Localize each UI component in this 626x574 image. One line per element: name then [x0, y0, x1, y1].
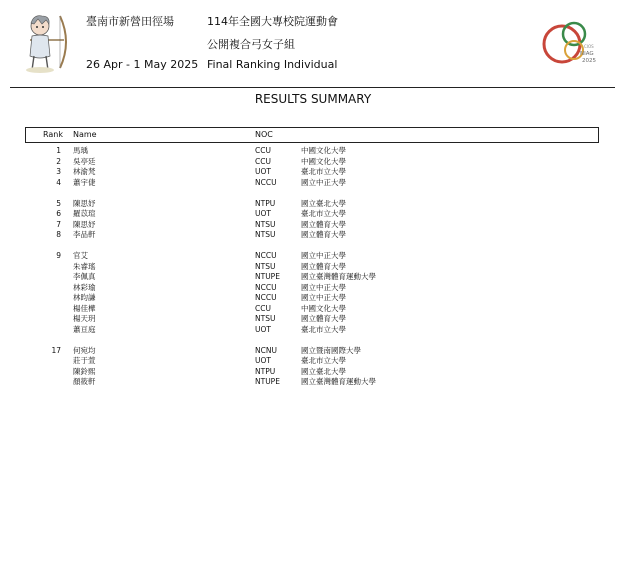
university-cell: 臺北市立大學	[301, 356, 346, 365]
rank-cell: 17	[51, 345, 61, 355]
table-row	[0, 367, 626, 378]
name-cell: 吳亭廷	[73, 156, 96, 166]
university-cell: 中國文化大學	[301, 146, 346, 155]
name-cell: 李佩真	[73, 272, 96, 281]
column-header-bar	[25, 127, 599, 143]
noc-cell: NTSU	[255, 219, 276, 229]
rank-cell: 2	[56, 156, 61, 166]
results-table	[0, 146, 626, 388]
noc-cell: UOT	[255, 356, 271, 365]
name-cell: 李品軒	[73, 230, 96, 239]
university-cell: 中國文化大學	[301, 303, 346, 313]
name-cell: 何宛均	[73, 345, 96, 355]
table-row	[0, 178, 626, 189]
noc-cell: CCU	[255, 156, 271, 166]
rank-cell: 3	[56, 167, 61, 176]
university-cell: 國立臺北大學	[301, 366, 346, 376]
noc-cell: NCCU	[255, 251, 277, 260]
university-cell: 國立臺北大學	[301, 198, 346, 208]
noc-cell: NCCU	[255, 293, 277, 302]
rank-cell: 5	[56, 198, 61, 208]
noc-cell: NTPU	[255, 366, 276, 376]
event-dates: 26 Apr - 1 May 2025	[86, 58, 199, 71]
group-spacer	[0, 241, 626, 252]
table-row	[0, 157, 626, 168]
rank-cell: 4	[56, 177, 61, 187]
event-category: 公開複合弓女子組	[207, 38, 295, 51]
table-row	[0, 251, 626, 262]
event-title: 114年全國大專校院運動會	[207, 15, 338, 28]
university-cell: 國立中正大學	[301, 293, 346, 302]
name-cell: 楊天玥	[73, 314, 96, 323]
university-cell: 國立暨南國際大學	[301, 345, 361, 355]
rank-cell: 1	[56, 146, 61, 155]
rank-cell: 7	[56, 219, 61, 229]
rank-cell: 9	[56, 251, 61, 260]
table-row	[0, 346, 626, 357]
name-cell: 蕭亘庭	[73, 324, 96, 334]
noc-cell: NTUPE	[255, 377, 280, 386]
logo-text: NIAG	[580, 51, 594, 57]
table-row	[0, 283, 626, 294]
table-row	[0, 230, 626, 241]
university-cell: 國立體育大學	[301, 219, 346, 229]
header-divider	[10, 87, 615, 88]
rank-cell: 8	[56, 230, 61, 239]
venue: 臺南市新營田徑場	[86, 15, 174, 28]
table-row	[0, 325, 626, 336]
name-cell: 林昀謙	[73, 293, 96, 302]
summary-title: RESULTS SUMMARY	[254, 92, 372, 106]
column-name: Name	[73, 130, 97, 139]
noc-cell: NTSU	[255, 230, 276, 239]
noc-cell: UOT	[255, 209, 271, 218]
name-cell: 莊于萱	[73, 356, 96, 365]
name-cell: 林彩瑜	[73, 282, 96, 292]
table-row	[0, 293, 626, 304]
name-cell: 陳思妤	[73, 198, 96, 208]
university-cell: 國立體育大學	[301, 261, 346, 271]
noc-cell: UOT	[255, 324, 271, 334]
archer-mascot-icon	[20, 10, 72, 74]
name-cell: 馬瑀	[73, 146, 88, 155]
noc-cell: NTPU	[255, 198, 276, 208]
university-cell: 臺北市立大學	[301, 324, 346, 334]
table-row	[0, 262, 626, 273]
table-row	[0, 146, 626, 157]
logo-year: 2025	[582, 58, 596, 64]
table-row	[0, 209, 626, 220]
table-row	[0, 199, 626, 210]
table-row	[0, 356, 626, 367]
table-row	[0, 220, 626, 231]
niag-logo-icon	[540, 18, 602, 68]
university-cell: 國立臺灣體育運動大學	[301, 272, 376, 281]
name-cell: 官艾	[73, 251, 88, 260]
university-cell: 國立臺灣體育運動大學	[301, 377, 376, 386]
table-row	[0, 314, 626, 325]
name-cell: 朱睿瑤	[73, 261, 96, 271]
university-cell: 國立體育大學	[301, 230, 346, 239]
table-row	[0, 304, 626, 315]
group-spacer	[0, 335, 626, 346]
name-cell: 陳鈴熙	[73, 366, 96, 376]
name-cell: 顏筱軒	[73, 377, 96, 386]
group-spacer	[0, 188, 626, 199]
table-row	[0, 272, 626, 283]
noc-cell: NCNU	[255, 345, 277, 355]
name-cell: 蕭宇倢	[73, 177, 96, 187]
noc-cell: NCCU	[255, 282, 277, 292]
noc-cell: CCU	[255, 303, 271, 313]
rank-cell: 6	[56, 209, 61, 218]
university-cell: 中國文化大學	[301, 156, 346, 166]
column-rank: Rank	[43, 130, 63, 139]
university-cell: 國立中正大學	[301, 282, 346, 292]
university-cell: 國立中正大學	[301, 177, 346, 187]
name-cell: 楊佳樺	[73, 303, 96, 313]
svg-text:CIOS: CIOS	[584, 44, 594, 49]
column-noc: NOC	[255, 130, 273, 139]
noc-cell: NCCU	[255, 177, 277, 187]
table-row	[0, 167, 626, 178]
report-type: Final Ranking Individual	[207, 58, 338, 71]
name-cell: 羅苡瑄	[73, 209, 96, 218]
noc-cell: NTSU	[255, 261, 276, 271]
noc-cell: NTUPE	[255, 272, 280, 281]
university-cell: 臺北市立大學	[301, 209, 346, 218]
noc-cell: CCU	[255, 146, 271, 155]
name-cell: 陳思妤	[73, 219, 96, 229]
table-row	[0, 377, 626, 388]
university-cell: 臺北市立大學	[301, 167, 346, 176]
university-cell: 國立中正大學	[301, 251, 346, 260]
name-cell: 林渝梵	[73, 167, 96, 176]
university-cell: 國立體育大學	[301, 314, 346, 323]
noc-cell: UOT	[255, 167, 271, 176]
noc-cell: NTSU	[255, 314, 276, 323]
